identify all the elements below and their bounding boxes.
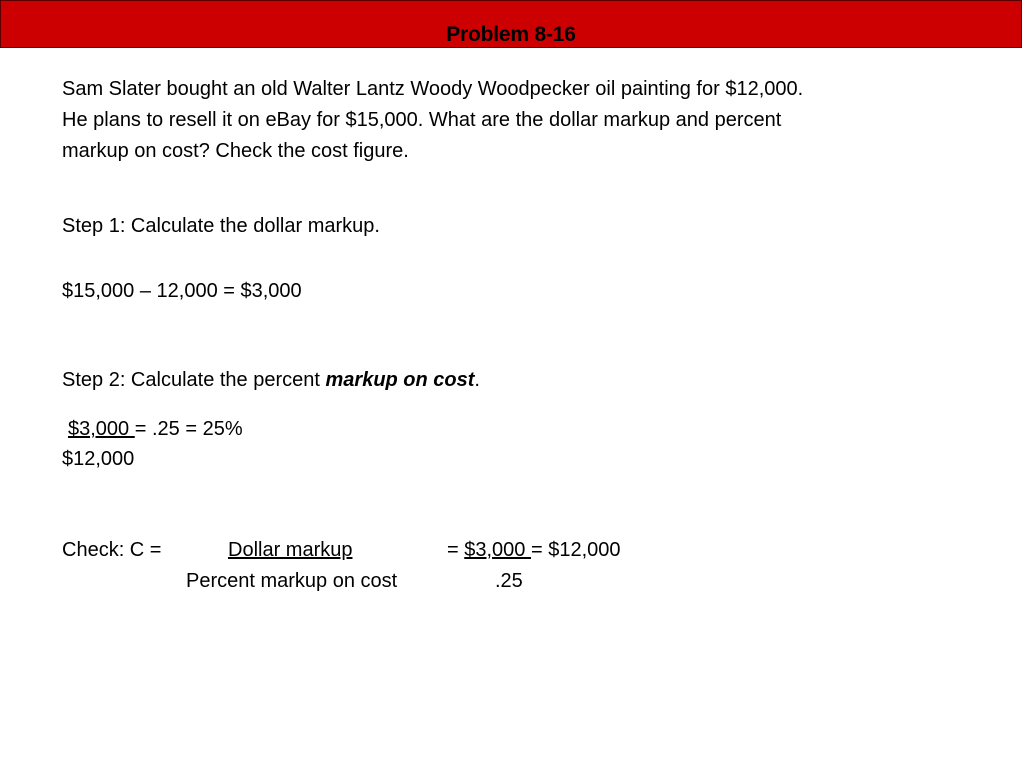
step2-label [62,365,480,396]
step2-denominator: $12,000 [62,448,135,470]
check-equals: = [447,539,459,561]
step1-label: Step 1: Calculate the dollar markup. [62,215,380,237]
step2-numerator: $3,000 [68,418,135,440]
check-value-denominator: .25 [495,570,523,592]
check-value-line [447,535,621,566]
slide-title: Problem 8-16 [446,23,576,46]
step2-label-suffix: . [474,369,480,391]
problem-line-3: markup on cost? Check the cost figure. [62,140,409,162]
check-prefix: Check: C = [62,539,162,561]
problem-line-1: Sam Slater bought an old Walter Lantz Woody Woodpecker oil painting for $12,000. [62,78,804,100]
problem-line-2: He plans to resell it on eBay for $15,000. What are the dollar markup and percent [62,109,782,131]
step2-fraction-line [68,414,243,445]
step2-label-emphasis: markup on cost [325,369,475,391]
step2-result: = .25 = 25% [134,418,243,440]
check-formula-denominator: Percent markup on cost [186,570,398,592]
check-value-numerator: $3,000 [464,539,531,561]
check-formula-numerator: Dollar markup [228,539,353,561]
step2-label-prefix: Step 2: Calculate the percent [62,369,326,391]
title-bar [0,0,1022,48]
step1-calculation: $15,000 – 12,000 = $3,000 [62,280,302,302]
check-result: = $12,000 [530,539,621,561]
